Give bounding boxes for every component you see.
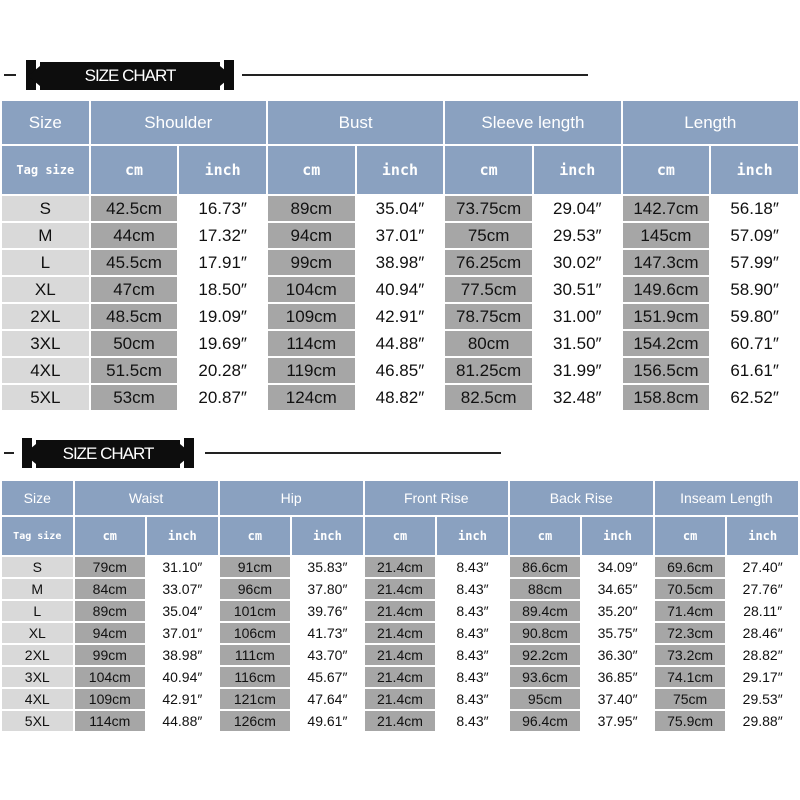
- inch-cell: 31.99″: [534, 358, 621, 383]
- cm-cell: 75cm: [445, 223, 532, 248]
- inch-cell: 47.64″: [292, 689, 363, 709]
- cm-cell: 88cm: [510, 579, 581, 599]
- inch-cell: 35.20″: [582, 601, 653, 621]
- inch-cell: 28.11″: [727, 601, 798, 621]
- table-row: [2, 250, 798, 275]
- cm-cell: 89cm: [268, 196, 355, 221]
- inch-cell: 56.18″: [711, 196, 798, 221]
- inch-cell: 31.00″: [534, 304, 621, 329]
- cm-cell: 76.25cm: [445, 250, 532, 275]
- unit-label: cm: [445, 146, 532, 194]
- inch-cell: 8.43″: [437, 557, 508, 577]
- cm-cell: 114cm: [75, 711, 146, 731]
- inch-cell: 49.61″: [292, 711, 363, 731]
- cm-cell: 21.4cm: [365, 579, 436, 599]
- inch-cell: 8.43″: [437, 689, 508, 709]
- inch-cell: 8.43″: [437, 667, 508, 687]
- cm-cell: 47cm: [91, 277, 178, 302]
- cm-cell: 149.6cm: [623, 277, 710, 302]
- cm-cell: 145cm: [623, 223, 710, 248]
- inch-cell: 28.46″: [727, 623, 798, 643]
- size-cell: 4XL: [2, 358, 89, 383]
- inch-cell: 19.09″: [179, 304, 266, 329]
- unit-label: cm: [75, 517, 146, 555]
- inch-cell: 37.01″: [357, 223, 444, 248]
- size-cell: L: [2, 250, 89, 275]
- table-row: [2, 277, 798, 302]
- cm-cell: 96cm: [220, 579, 291, 599]
- cm-cell: 79cm: [75, 557, 146, 577]
- inch-cell: 61.61″: [711, 358, 798, 383]
- table-row: [2, 385, 798, 410]
- inch-cell: 38.98″: [147, 645, 218, 665]
- cm-cell: 50cm: [91, 331, 178, 356]
- cm-cell: 154.2cm: [623, 331, 710, 356]
- cm-cell: 124cm: [268, 385, 355, 410]
- cm-cell: 81.25cm: [445, 358, 532, 383]
- unit-label: inch: [727, 517, 798, 555]
- cm-cell: 109cm: [268, 304, 355, 329]
- inch-cell: 19.69″: [179, 331, 266, 356]
- cm-cell: 158.8cm: [623, 385, 710, 410]
- inch-cell: 41.73″: [292, 623, 363, 643]
- cm-cell: 147.3cm: [623, 250, 710, 275]
- inch-cell: 37.40″: [582, 689, 653, 709]
- unit-label: inch: [147, 517, 218, 555]
- table-row: [2, 711, 798, 731]
- inch-cell: 27.40″: [727, 557, 798, 577]
- ribbon-tail-right: [184, 438, 194, 468]
- inch-cell: 36.30″: [582, 645, 653, 665]
- inch-cell: 31.10″: [147, 557, 218, 577]
- table-row: [2, 557, 798, 577]
- unit-label: inch: [582, 517, 653, 555]
- inch-cell: 17.91″: [179, 250, 266, 275]
- cm-cell: 45.5cm: [91, 250, 178, 275]
- inch-cell: 29.53″: [534, 223, 621, 248]
- header-size: Size: [2, 101, 89, 144]
- inch-cell: 39.76″: [292, 601, 363, 621]
- table-row: [2, 223, 798, 248]
- header-measurement: Front Rise: [365, 481, 508, 515]
- top-size-table: [0, 99, 800, 412]
- table-row: [2, 645, 798, 665]
- cm-cell: 101cm: [220, 601, 291, 621]
- cm-cell: 116cm: [220, 667, 291, 687]
- inch-cell: 37.01″: [147, 623, 218, 643]
- inch-cell: 29.17″: [727, 667, 798, 687]
- header-size: Size: [2, 481, 73, 515]
- cm-cell: 48.5cm: [91, 304, 178, 329]
- banner-dash: [4, 74, 16, 76]
- banner-rule: [242, 74, 588, 76]
- cm-cell: 77.5cm: [445, 277, 532, 302]
- cm-cell: 89.4cm: [510, 601, 581, 621]
- inch-cell: 29.53″: [727, 689, 798, 709]
- cm-cell: 96.4cm: [510, 711, 581, 731]
- cm-cell: 99cm: [268, 250, 355, 275]
- header-measurement: Bust: [268, 101, 443, 144]
- table-row: [2, 579, 798, 599]
- unit-label: inch: [437, 517, 508, 555]
- inch-cell: 40.94″: [357, 277, 444, 302]
- table-row: [2, 667, 798, 687]
- inch-cell: 45.67″: [292, 667, 363, 687]
- inch-cell: 28.82″: [727, 645, 798, 665]
- unit-label: cm: [655, 517, 726, 555]
- inch-cell: 31.50″: [534, 331, 621, 356]
- inch-cell: 35.04″: [147, 601, 218, 621]
- inch-cell: 35.75″: [582, 623, 653, 643]
- inch-cell: 27.76″: [727, 579, 798, 599]
- size-cell: M: [2, 579, 73, 599]
- cm-cell: 121cm: [220, 689, 291, 709]
- cm-cell: 119cm: [268, 358, 355, 383]
- size-cell: L: [2, 601, 73, 621]
- inch-cell: 60.71″: [711, 331, 798, 356]
- header-measurement: Back Rise: [510, 481, 653, 515]
- inch-cell: 35.04″: [357, 196, 444, 221]
- cm-cell: 99cm: [75, 645, 146, 665]
- inch-cell: 29.04″: [534, 196, 621, 221]
- size-chart-banner-bottom: [0, 434, 800, 474]
- table-row: [2, 689, 798, 709]
- inch-cell: 59.80″: [711, 304, 798, 329]
- unit-label: cm: [510, 517, 581, 555]
- size-cell: M: [2, 223, 89, 248]
- ribbon-tail-right: [224, 60, 234, 90]
- table-row: [2, 623, 798, 643]
- size-cell: 3XL: [2, 331, 89, 356]
- cm-cell: 90.8cm: [510, 623, 581, 643]
- cm-cell: 91cm: [220, 557, 291, 577]
- unit-label: cm: [268, 146, 355, 194]
- size-cell: 5XL: [2, 711, 73, 731]
- cm-cell: 95cm: [510, 689, 581, 709]
- cm-cell: 94cm: [75, 623, 146, 643]
- cm-cell: 156.5cm: [623, 358, 710, 383]
- inch-cell: 38.98″: [357, 250, 444, 275]
- cm-cell: 71.4cm: [655, 601, 726, 621]
- unit-label: inch: [292, 517, 363, 555]
- cm-cell: 104cm: [268, 277, 355, 302]
- table-row: [2, 358, 798, 383]
- table-row: [2, 304, 798, 329]
- unit-label: inch: [711, 146, 798, 194]
- cm-cell: 106cm: [220, 623, 291, 643]
- size-chart-banner-top: [0, 56, 800, 96]
- inch-cell: 42.91″: [147, 689, 218, 709]
- header-measurement: Hip: [220, 481, 363, 515]
- inch-cell: 20.87″: [179, 385, 266, 410]
- cm-cell: 53cm: [91, 385, 178, 410]
- inch-cell: 43.70″: [292, 645, 363, 665]
- inch-cell: 37.95″: [582, 711, 653, 731]
- inch-cell: 58.90″: [711, 277, 798, 302]
- unit-label: inch: [534, 146, 621, 194]
- cm-cell: 21.4cm: [365, 557, 436, 577]
- cm-cell: 92.2cm: [510, 645, 581, 665]
- size-cell: 2XL: [2, 645, 73, 665]
- inch-cell: 35.83″: [292, 557, 363, 577]
- table-row: [2, 196, 798, 221]
- cm-cell: 126cm: [220, 711, 291, 731]
- inch-cell: 20.28″: [179, 358, 266, 383]
- size-cell: XL: [2, 623, 73, 643]
- cm-cell: 42.5cm: [91, 196, 178, 221]
- cm-cell: 109cm: [75, 689, 146, 709]
- inch-cell: 42.91″: [357, 304, 444, 329]
- tag-size-label: Tag size: [2, 517, 73, 555]
- cm-cell: 104cm: [75, 667, 146, 687]
- inch-cell: 46.85″: [357, 358, 444, 383]
- inch-cell: 17.32″: [179, 223, 266, 248]
- banner-dash: [4, 452, 14, 454]
- unit-row: [2, 146, 798, 194]
- cm-cell: 73.2cm: [655, 645, 726, 665]
- inch-cell: 8.43″: [437, 579, 508, 599]
- cm-cell: 75.9cm: [655, 711, 726, 731]
- bottom-size-table: [0, 479, 800, 733]
- cm-cell: 21.4cm: [365, 601, 436, 621]
- header-measurement: Inseam Length: [655, 481, 798, 515]
- size-cell: S: [2, 557, 73, 577]
- inch-cell: 48.82″: [357, 385, 444, 410]
- inch-cell: 36.85″: [582, 667, 653, 687]
- inch-cell: 57.99″: [711, 250, 798, 275]
- inch-cell: 33.07″: [147, 579, 218, 599]
- cm-cell: 72.3cm: [655, 623, 726, 643]
- cm-cell: 114cm: [268, 331, 355, 356]
- unit-label: inch: [179, 146, 266, 194]
- cm-cell: 44cm: [91, 223, 178, 248]
- size-cell: S: [2, 196, 89, 221]
- header-measurement: Sleeve length: [445, 101, 620, 144]
- cm-cell: 69.6cm: [655, 557, 726, 577]
- header-row: [2, 101, 798, 144]
- cm-cell: 70.5cm: [655, 579, 726, 599]
- header-measurement: Length: [623, 101, 798, 144]
- header-measurement: Waist: [75, 481, 218, 515]
- inch-cell: 44.88″: [357, 331, 444, 356]
- banner-rule: [205, 452, 501, 454]
- unit-row: [2, 517, 798, 555]
- inch-cell: 16.73″: [179, 196, 266, 221]
- tag-size-label: Tag size: [2, 146, 89, 194]
- size-cell: XL: [2, 277, 89, 302]
- cm-cell: 84cm: [75, 579, 146, 599]
- size-chart-title: SIZE CHART: [36, 440, 180, 468]
- cm-cell: 21.4cm: [365, 623, 436, 643]
- cm-cell: 21.4cm: [365, 689, 436, 709]
- inch-cell: 57.09″: [711, 223, 798, 248]
- inch-cell: 30.02″: [534, 250, 621, 275]
- cm-cell: 80cm: [445, 331, 532, 356]
- inch-cell: 37.80″: [292, 579, 363, 599]
- inch-cell: 8.43″: [437, 623, 508, 643]
- cm-cell: 151.9cm: [623, 304, 710, 329]
- inch-cell: 34.65″: [582, 579, 653, 599]
- inch-cell: 8.43″: [437, 601, 508, 621]
- header-row: [2, 481, 798, 515]
- inch-cell: 30.51″: [534, 277, 621, 302]
- cm-cell: 93.6cm: [510, 667, 581, 687]
- cm-cell: 51.5cm: [91, 358, 178, 383]
- cm-cell: 74.1cm: [655, 667, 726, 687]
- inch-cell: 18.50″: [179, 277, 266, 302]
- cm-cell: 82.5cm: [445, 385, 532, 410]
- inch-cell: 62.52″: [711, 385, 798, 410]
- inch-cell: 44.88″: [147, 711, 218, 731]
- table-row: [2, 601, 798, 621]
- size-chart-title: SIZE CHART: [40, 62, 220, 90]
- size-cell: 5XL: [2, 385, 89, 410]
- cm-cell: 73.75cm: [445, 196, 532, 221]
- cm-cell: 111cm: [220, 645, 291, 665]
- size-cell: 3XL: [2, 667, 73, 687]
- unit-label: cm: [365, 517, 436, 555]
- cm-cell: 21.4cm: [365, 645, 436, 665]
- cm-cell: 21.4cm: [365, 711, 436, 731]
- size-cell: 4XL: [2, 689, 73, 709]
- table-row: [2, 331, 798, 356]
- inch-cell: 8.43″: [437, 711, 508, 731]
- cm-cell: 89cm: [75, 601, 146, 621]
- cm-cell: 142.7cm: [623, 196, 710, 221]
- unit-label: cm: [220, 517, 291, 555]
- inch-cell: 32.48″: [534, 385, 621, 410]
- inch-cell: 29.88″: [727, 711, 798, 731]
- cm-cell: 94cm: [268, 223, 355, 248]
- cm-cell: 78.75cm: [445, 304, 532, 329]
- unit-label: cm: [623, 146, 710, 194]
- cm-cell: 21.4cm: [365, 667, 436, 687]
- unit-label: cm: [91, 146, 178, 194]
- inch-cell: 8.43″: [437, 645, 508, 665]
- cm-cell: 75cm: [655, 689, 726, 709]
- unit-label: inch: [357, 146, 444, 194]
- cm-cell: 86.6cm: [510, 557, 581, 577]
- header-measurement: Shoulder: [91, 101, 266, 144]
- inch-cell: 40.94″: [147, 667, 218, 687]
- inch-cell: 34.09″: [582, 557, 653, 577]
- size-cell: 2XL: [2, 304, 89, 329]
